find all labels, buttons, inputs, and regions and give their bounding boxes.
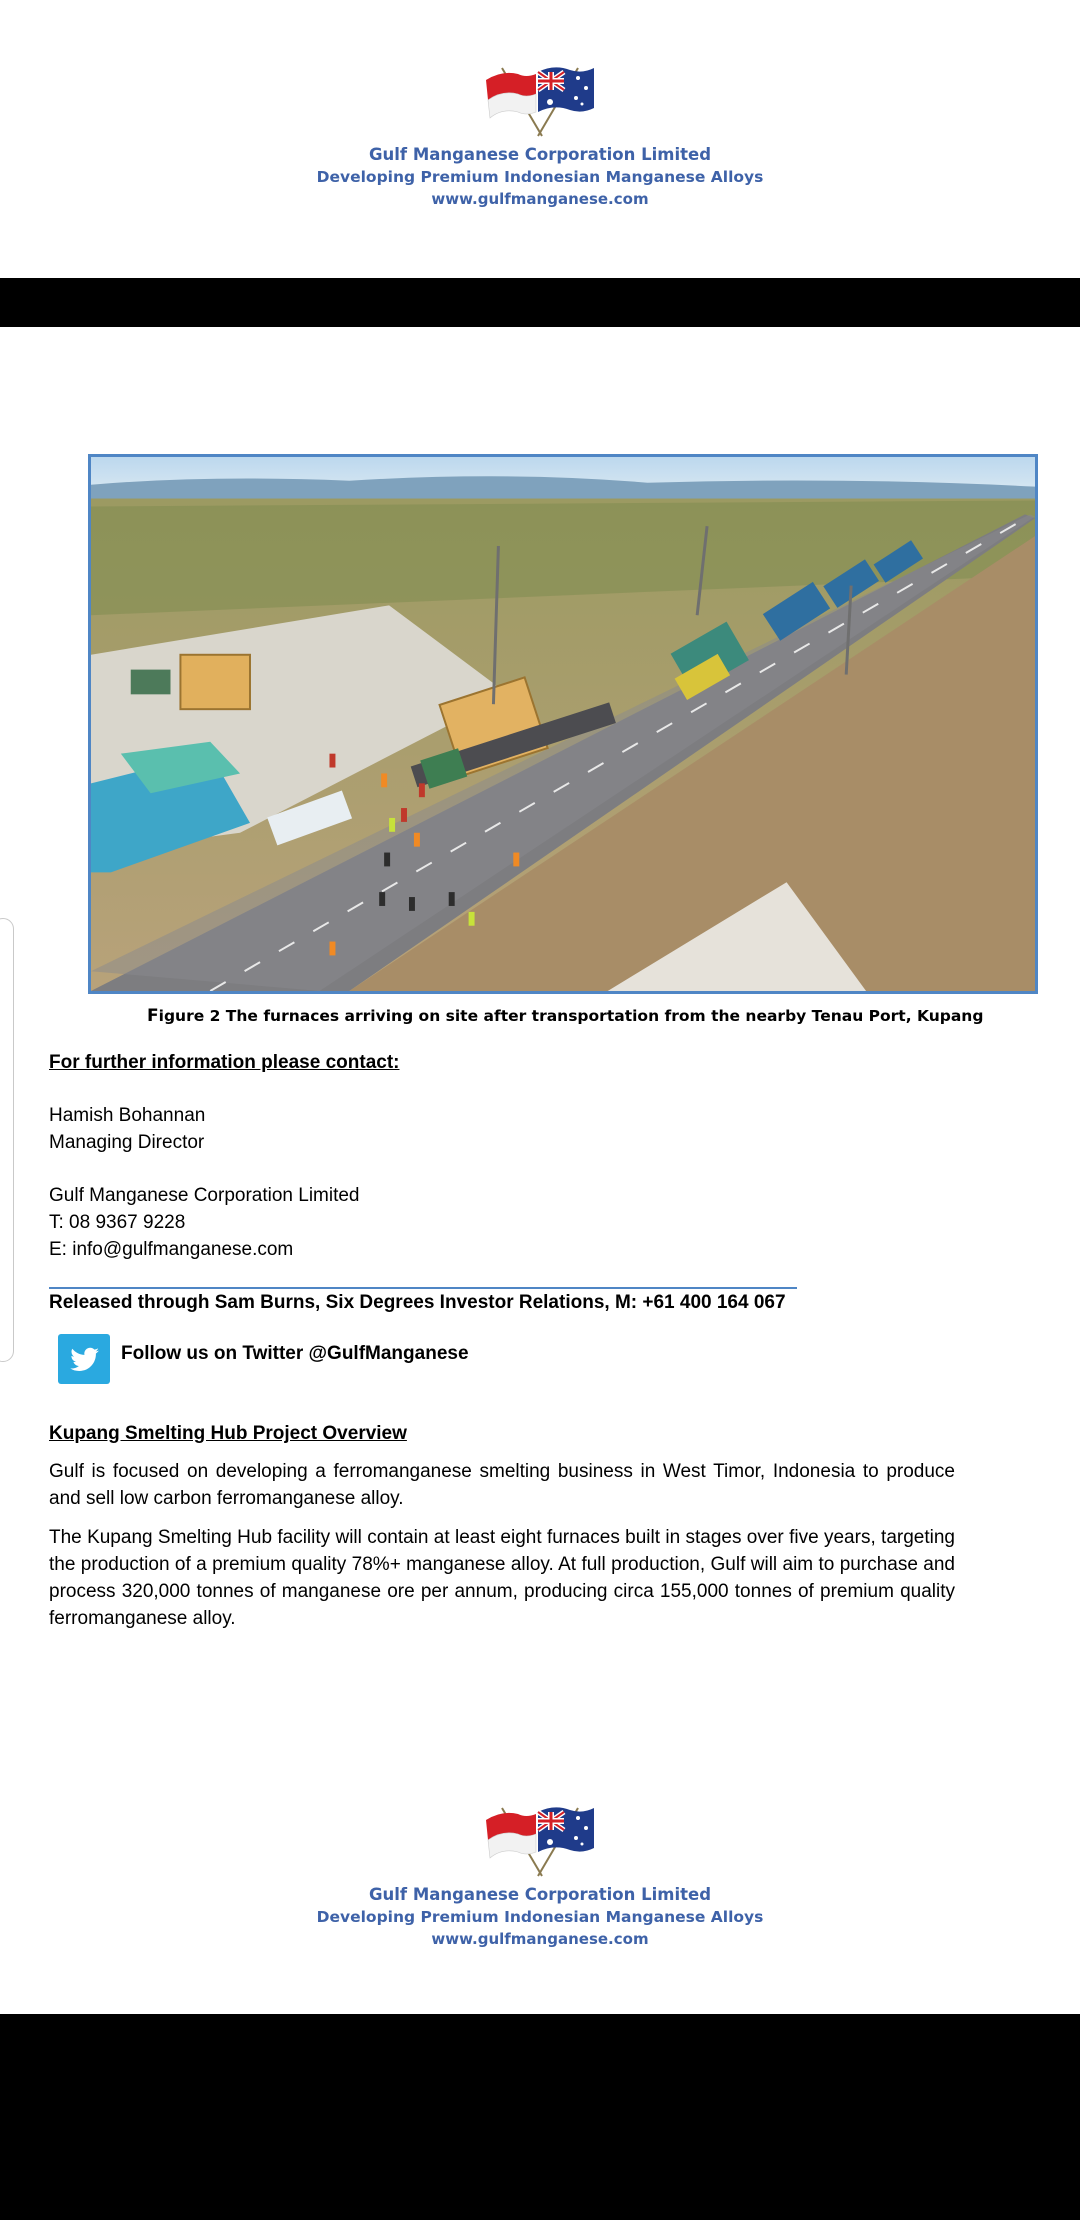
twitter-button[interactable] [58,1334,110,1384]
contact-company: Gulf Manganese Corporation Limited [49,1185,360,1206]
divider-line [49,1287,797,1289]
overview-heading: Kupang Smelting Hub Project Overview [49,1423,407,1444]
released-through-text: Released through Sam Burns, Six Degrees Investor Relations, M: +61 400 164 067 [49,1292,786,1313]
contact-name: Hamish Bohannan [49,1105,206,1126]
overview-paragraph-2: The Kupang Smelting Hub facility will contain at least eight furnaces built in stages over five years, targeting the production of a premium quality 78%+ manganese alloy. At full production, Gulf will aim to purchase and process 320,000 tonnes of manganese ore per annum, producing circa 155,000 tonnes of premium quality ferromanganese alloy. [49,1527,955,1629]
overview-paragraph-1: Gulf is focused on developing a ferromanganese smelting business in West Timor, Indonesia to produce and sell low carbon ferromanganese alloy. [49,1461,955,1509]
letterhead-top [0,58,1080,210]
contact-title: Managing Director [49,1132,205,1153]
letterhead-website-link[interactable]: www.gulfmanganese.com [431,1930,649,1948]
twitter-follow-text[interactable]: Follow us on Twitter @GulfManganese [121,1343,469,1364]
letterhead-tagline: Developing Premium Indonesian Manganese Alloys [316,168,764,186]
contact-heading: For further information please contact: [49,1052,400,1073]
letterhead-tagline: Developing Premium Indonesian Manganese Alloys [316,1908,764,1926]
letterhead-bottom [0,1798,1080,1950]
letterhead-company-name: Gulf Manganese Corporation Limited [368,145,712,164]
side-drawer-handle[interactable] [0,918,14,1362]
letterhead-company-name: Gulf Manganese Corporation Limited [368,1885,712,1904]
footer-black-area [0,2014,1080,2220]
page-break-bar [0,278,1080,327]
contact-email[interactable]: E: info@gulfmanganese.com [49,1239,294,1260]
flags-logo-icon [480,58,600,138]
figure-photo [88,454,1038,994]
letterhead-website-link[interactable]: www.gulfmanganese.com [431,190,649,208]
furnace-transport-photo-icon [91,457,1035,991]
flags-logo-icon [480,1798,600,1878]
figure-caption: Figure 2 The furnaces arriving on site after transportation from the nearby Tenau Port, Kupang [147,1006,984,1026]
twitter-bird-icon [58,1334,110,1384]
contact-phone[interactable]: T: 08 9367 9228 [49,1212,186,1233]
